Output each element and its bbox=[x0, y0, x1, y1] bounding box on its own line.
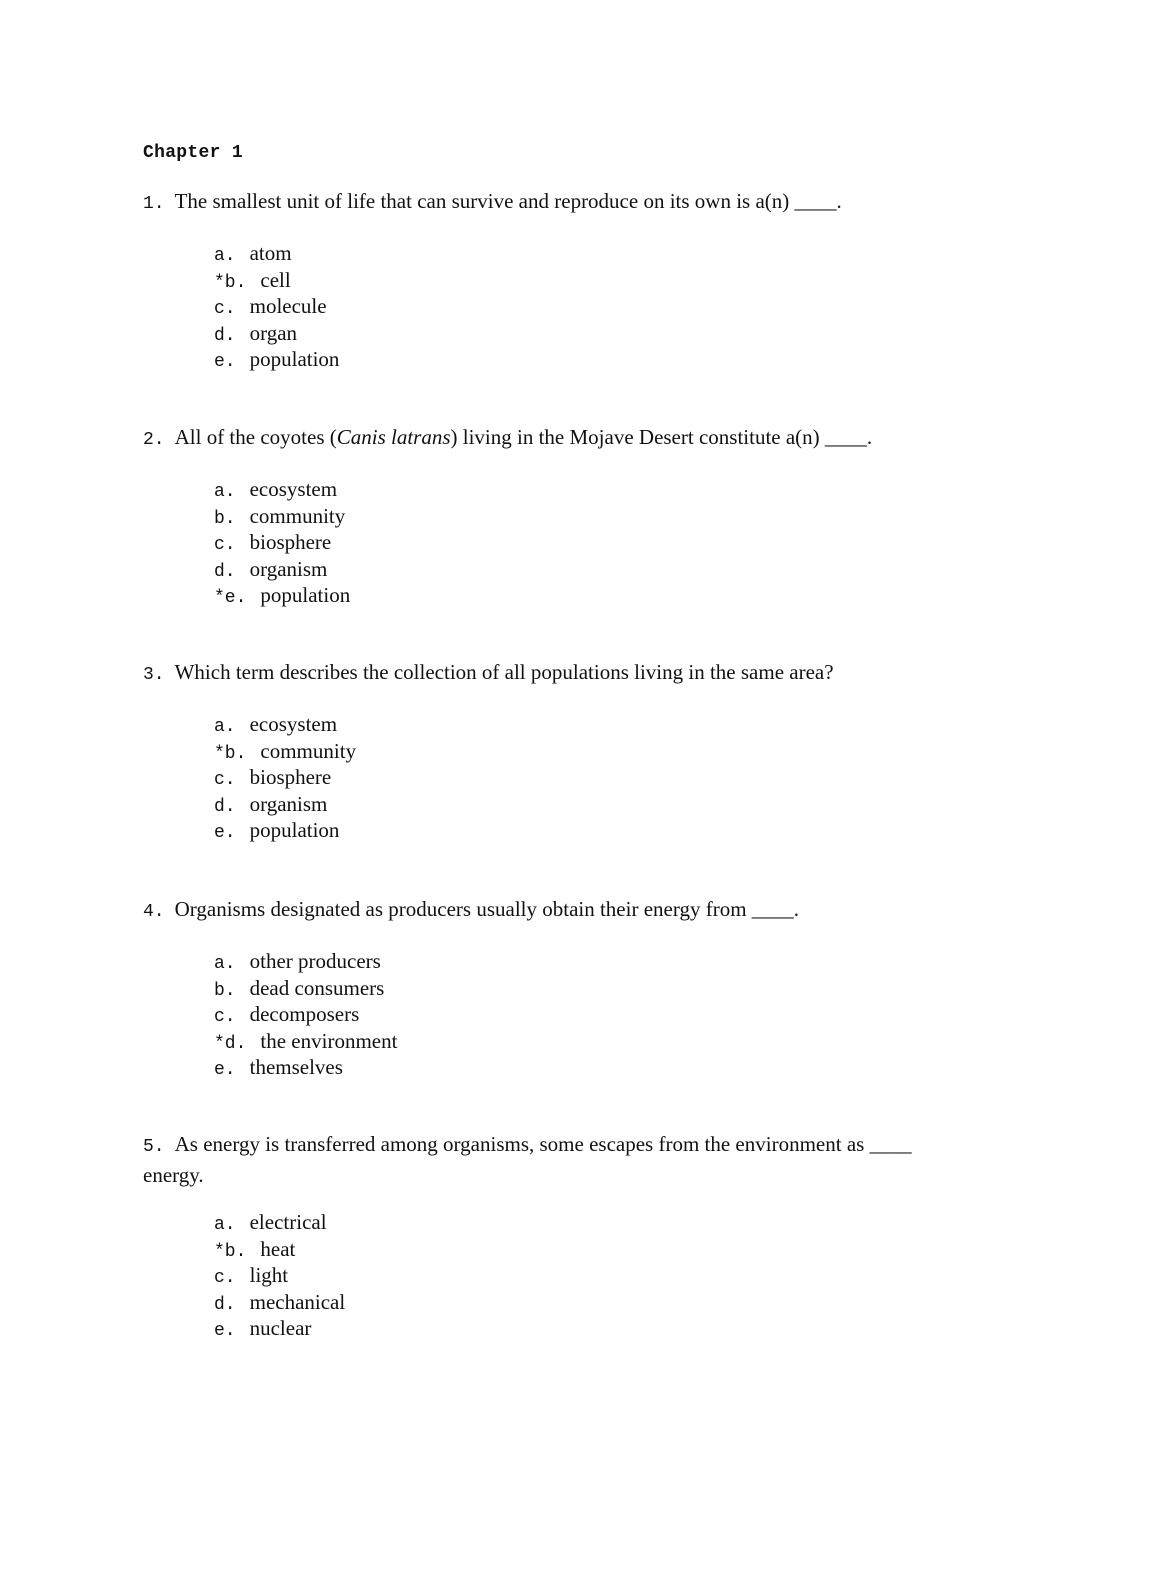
option-text: population bbox=[249, 818, 340, 842]
question-5 bbox=[143, 1130, 963, 1189]
option-marker: b. bbox=[214, 980, 236, 1001]
option-marker: *e. bbox=[214, 588, 247, 608]
option-marker: e. bbox=[214, 352, 236, 372]
options-list-4 bbox=[214, 948, 397, 1081]
option-marker: c. bbox=[214, 1268, 236, 1288]
option-text: atom bbox=[249, 241, 292, 265]
option-text: organ bbox=[249, 320, 298, 345]
option-marker: a. bbox=[214, 246, 236, 266]
option-e bbox=[214, 346, 339, 373]
option-text: light bbox=[249, 1263, 289, 1287]
option-marker: c. bbox=[214, 535, 236, 555]
option-e bbox=[214, 1054, 397, 1081]
option-text: molecule bbox=[249, 294, 327, 318]
option-text: population bbox=[260, 583, 351, 607]
option-text: population bbox=[249, 347, 340, 371]
question-text: ) living in the Mojave Desert constitute a(n) ____. bbox=[450, 425, 873, 449]
option-b-correct bbox=[214, 738, 356, 765]
option-marker: a. bbox=[214, 717, 236, 737]
option-text: organism bbox=[249, 556, 328, 581]
question-number: 1. bbox=[143, 194, 165, 214]
question-text: Organisms designated as producers usually obtain their energy from ____. bbox=[174, 897, 800, 921]
option-marker: c. bbox=[214, 770, 236, 790]
option-marker: *b. bbox=[214, 743, 247, 764]
option-c bbox=[214, 1262, 345, 1289]
option-text: other producers bbox=[249, 949, 381, 973]
option-text: heat bbox=[260, 1236, 296, 1261]
question-text: Which term describes the collection of all populations living in the same area? bbox=[174, 660, 834, 684]
option-b-correct bbox=[214, 1236, 345, 1263]
options-list-5 bbox=[214, 1209, 345, 1342]
option-marker: b. bbox=[214, 508, 236, 529]
option-marker: e. bbox=[214, 1321, 236, 1341]
option-marker: *d. bbox=[214, 1033, 247, 1054]
option-d-correct bbox=[214, 1028, 397, 1055]
option-marker: *b. bbox=[214, 1241, 247, 1262]
question-3 bbox=[143, 658, 963, 689]
option-text: dead consumers bbox=[249, 975, 385, 1000]
question-2 bbox=[143, 423, 963, 454]
option-marker: *b. bbox=[214, 272, 247, 293]
option-d bbox=[214, 556, 350, 583]
option-c bbox=[214, 529, 350, 556]
option-a bbox=[214, 240, 339, 267]
option-text: nuclear bbox=[249, 1316, 312, 1340]
options-list-2 bbox=[214, 476, 350, 609]
option-marker: a. bbox=[214, 1215, 236, 1235]
option-text: the environment bbox=[260, 1028, 398, 1053]
option-c bbox=[214, 1001, 397, 1028]
question-text: As energy is transferred among organisms, some escapes from the environment as ____ energy. bbox=[143, 1132, 912, 1187]
option-text: community bbox=[260, 738, 357, 763]
option-c bbox=[214, 764, 356, 791]
option-marker: e. bbox=[214, 823, 236, 843]
option-text: community bbox=[249, 503, 346, 528]
option-marker: d. bbox=[214, 561, 236, 582]
option-text: mechanical bbox=[249, 1289, 346, 1314]
option-marker: d. bbox=[214, 1294, 236, 1315]
option-d bbox=[214, 791, 356, 818]
option-text: organism bbox=[249, 791, 328, 816]
species-name: Canis latrans bbox=[336, 425, 451, 449]
option-text: biosphere bbox=[249, 530, 332, 554]
option-marker: c. bbox=[214, 1007, 236, 1027]
option-d bbox=[214, 320, 339, 347]
option-marker: a. bbox=[214, 954, 236, 974]
chapter-heading: Chapter 1 bbox=[143, 143, 243, 163]
option-d bbox=[214, 1289, 345, 1316]
option-marker: c. bbox=[214, 299, 236, 319]
option-b bbox=[214, 975, 397, 1002]
option-e-correct bbox=[214, 582, 350, 609]
question-1 bbox=[143, 187, 963, 218]
option-e bbox=[214, 1315, 345, 1342]
question-text: All of the coyotes ( bbox=[174, 425, 337, 449]
option-b bbox=[214, 503, 350, 530]
question-text: The smallest unit of life that can survive and reproduce on its own is a(n) ____. bbox=[174, 189, 842, 213]
question-number: 4. bbox=[143, 902, 165, 922]
option-c bbox=[214, 293, 339, 320]
option-marker: d. bbox=[214, 325, 236, 346]
question-number: 3. bbox=[143, 665, 165, 685]
option-text: electrical bbox=[249, 1210, 327, 1234]
option-e bbox=[214, 817, 356, 844]
option-text: cell bbox=[260, 267, 291, 292]
option-text: ecosystem bbox=[249, 477, 338, 501]
option-a bbox=[214, 948, 397, 975]
question-number: 2. bbox=[143, 430, 165, 450]
question-4 bbox=[143, 895, 963, 926]
option-text: ecosystem bbox=[249, 712, 338, 736]
options-list-3 bbox=[214, 711, 356, 844]
option-a bbox=[214, 476, 350, 503]
option-a bbox=[214, 1209, 345, 1236]
option-marker: e. bbox=[214, 1060, 236, 1080]
option-text: themselves bbox=[249, 1055, 343, 1079]
option-marker: a. bbox=[214, 482, 236, 502]
option-b-correct bbox=[214, 267, 339, 294]
option-a bbox=[214, 711, 356, 738]
question-number: 5. bbox=[143, 1137, 165, 1157]
option-text: decomposers bbox=[249, 1002, 360, 1026]
option-marker: d. bbox=[214, 796, 236, 817]
option-text: biosphere bbox=[249, 765, 332, 789]
options-list-1 bbox=[214, 240, 339, 373]
